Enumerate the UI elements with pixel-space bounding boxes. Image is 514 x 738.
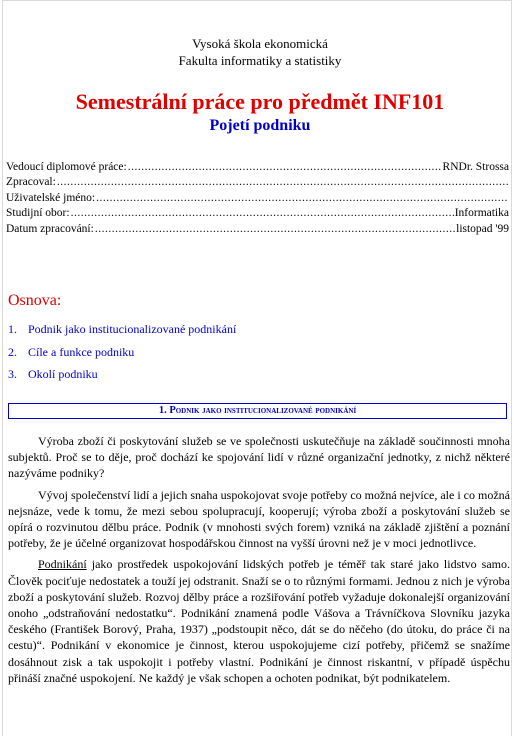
- dot-leader: [71, 207, 454, 219]
- field-username: [6, 192, 509, 207]
- institution-header: [3, 35, 512, 69]
- field-study-program: [6, 207, 509, 222]
- outline-heading: Osnova:: [8, 292, 62, 309]
- outline-item-number: 1.: [8, 322, 17, 336]
- paragraph: [8, 556, 510, 686]
- underlined-term: Podnikání: [38, 557, 87, 572]
- paragraph: Vývoj společenství lidí a jejich snaha uspokojovat svoje potřeby co možná nejvíce, ale i co možná nejsnáze, vede k tomu, že mezi sebou spolupracují, kooperují; výroba zboží a poskytování služeb se opírá o rozvinutou dělbu práce. Podnik (v mnohosti svých forem) vzniká na základě zjištění a poznání potřeby, že je účelné organizovat hospodářskou činnost na vyšší úrovni než je v moci jednotlivce.: [8, 487, 510, 551]
- paragraph: Výroba zboží či poskytování služeb se ve společnosti uskutečňuje na základě součinnosti mnoha subjektů. Proč se to děje, proč dochází ke spojování lidí v různé organizační jednotky, z nichž některé nazýváme podniky?: [8, 434, 510, 481]
- outline-item-link[interactable]: Podnik jako institucionalizované podnikání: [28, 322, 237, 336]
- field-supervisor: [6, 161, 509, 176]
- dot-leader: [95, 223, 455, 235]
- faculty-name: Fakulta informatiky a statistiky: [178, 53, 342, 68]
- outline-item-link[interactable]: Okolí podniku: [28, 367, 98, 381]
- document-subtitle: Pojetí podniku: [209, 117, 311, 134]
- info-fields: [6, 161, 509, 238]
- dot-leader: [96, 192, 508, 204]
- section-heading: 1. Podnik jako institucionalizované podnikání: [8, 403, 507, 419]
- field-label: Uživatelské jméno:: [6, 191, 96, 204]
- outline-item-2[interactable]: [8, 345, 236, 368]
- field-value: RNDr. Strossa: [442, 161, 509, 173]
- body-text: [8, 433, 510, 691]
- field-date: [6, 223, 509, 238]
- field-value: listopad '99: [456, 222, 509, 235]
- outline-item-1[interactable]: [8, 322, 236, 345]
- outline-list: [8, 322, 236, 390]
- outline-item-number: 3.: [8, 367, 17, 381]
- field-value: Informatika: [454, 207, 509, 220]
- school-name: Vysoká škola ekonomická: [192, 36, 328, 51]
- outline-item-number: 2.: [8, 344, 17, 359]
- outline-item-3[interactable]: [8, 367, 236, 390]
- field-label: Zpracoval:: [6, 176, 56, 189]
- document-title: Semestrální práce pro předmět INF101: [75, 89, 445, 114]
- dot-leader: [128, 161, 442, 173]
- paragraph-text: jako prostředek uspokojování lidských potřeb je téměř tak staré jako lidstvo samo. Člověk pociťuje nedostatek a touží jej odstranit. Snaží se o to různými formami. Jednou z nich je výroba zboží a poskytování služeb. Rozvoj dělby práce a rozšiřování potřeb vyžaduje dokonalejší organizování onoho „odstraňování nedostatku“. Podnikání znamená podle Vášova a Trávníčkova Slovníku jazyka českého (František Borový, Praha, 1937) „podstoupit něco, dát se do něčeho (do útoku, do práce či na cestu)“. Podnikání v ekonomice je činnost, kterou uspokojujeme cizí potřeby, přičemž se snažíme dosáhnout zisk a tak uspokojit i potřeby vlastní. Podnikání je činnost riskantní, v případě úspěchu přináší značné uspokojení. Ne každý je však schopen a ochoten podnikat, být podnikatelem.: [8, 557, 511, 685]
- document-page: [2, 0, 512, 736]
- dot-leader: [57, 176, 508, 188]
- field-label: Vedoucí diplomové práce:: [6, 161, 127, 173]
- field-author: [6, 176, 509, 191]
- field-label: Datum zpracování:: [6, 222, 94, 235]
- field-label: Studijní obor:: [6, 207, 70, 220]
- outline-item-link[interactable]: Cíle a funkce podniku: [28, 344, 135, 359]
